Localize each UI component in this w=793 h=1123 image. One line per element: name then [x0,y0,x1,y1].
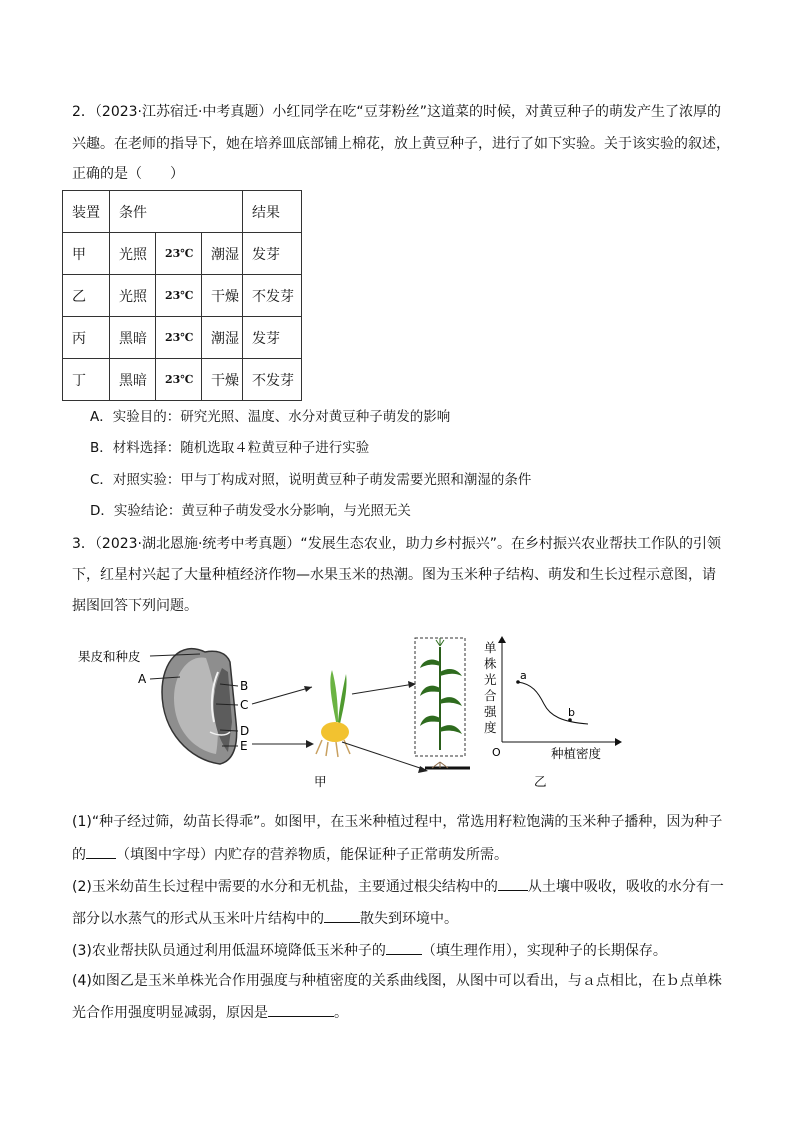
cell-moisture: 潮湿 [202,317,243,359]
cell-device: 乙 [63,275,110,317]
sub-question-4-line1: (4)如图乙是玉米单株光合作用强度与种植密度的关系曲线图，从图中可以看出，与ａ点相比，在ｂ点单株 [72,973,722,989]
cell-device: 丁 [63,359,110,401]
answer-blank-3[interactable] [324,908,360,923]
cell-light: 黑暗 [110,317,156,359]
option-a[interactable]: A．实验目的：研究光照、温度、水分对黄豆种子萌发的影响 [90,409,451,425]
arrow-to-seedling [252,687,312,704]
sub2-text-d: 散失到环境中。 [360,911,458,927]
header-device: 装置 [63,191,110,233]
y-label-char: 强 [484,704,497,719]
sub3-text-b: （填生理作用），实现种子的长期保存。 [421,943,667,959]
q3-stem-line1: 3．（2023·湖北恩施·统考中考真题）“发展生态农业，助力乡村振兴”。在乡村振兴农业帮扶工作队的引领 [72,536,721,552]
caption-yi: 乙 [534,774,547,789]
experiment-table [62,190,302,401]
cell-temp: 23℃ [156,359,202,401]
label-b: B [240,679,249,693]
cell-temp: 23℃ [156,317,202,359]
sub1-text-a: 的 [72,847,86,863]
option-b[interactable]: B．材料选择：随机选取４粒黄豆种子进行实验 [90,440,370,456]
label-d: D [240,724,250,738]
cell-result: 发芽 [243,233,302,275]
sub2-text-b: 从土壤中吸收，吸收的水分有一 [527,879,724,895]
label-e: E [240,739,248,753]
origin-label: O [492,746,501,759]
sub-question-4-line2 [72,1002,348,1023]
answer-blank-5[interactable] [268,1002,334,1017]
cell-result: 不发芽 [243,359,302,401]
table-header-row [63,191,302,233]
header-result: 结果 [243,191,302,233]
cell-moisture: 潮湿 [202,233,243,275]
label-c: C [240,698,249,712]
sub-question-2-line2 [72,908,458,929]
table-row [63,233,302,275]
sub4-text-a: 光合作用强度明显减弱，原因是 [72,1005,268,1021]
cell-light: 光照 [110,233,156,275]
table-row [63,317,302,359]
cell-temp: 23℃ [156,275,202,317]
y-label-char: 单 [484,640,497,655]
y-label-char: 合 [484,688,497,703]
q3-stem-line3: 据图回答下列问题。 [72,598,198,614]
sub1-text-b: （填图中字母）内贮存的营养物质，能保证种子正常萌发所需。 [116,847,508,863]
answer-blank-4[interactable] [386,940,422,955]
caption-jia: 甲 [314,774,327,789]
x-axis-label: 种植密度 [551,746,602,761]
cell-light: 黑暗 [110,359,156,401]
cell-result: 发芽 [243,317,302,359]
sub2-text-a: (2)玉米幼苗生长过程中需要的水分和无机盐，主要通过根尖结构中的 [72,879,498,895]
sub-question-1-line2 [72,844,508,865]
seedling-illustration [316,670,350,757]
label-pericarp: 果皮和种皮 [78,649,141,664]
cell-device: 甲 [63,233,110,275]
y-label-char: 光 [484,672,497,687]
photosynthesis-curve [518,682,588,724]
cell-temp: 23℃ [156,233,202,275]
q2-stem-line2: 兴趣。在老师的指导下，她在培养皿底部铺上棉花，放上黄豆种子，进行了如下实验。关于该实验的叙述， [72,136,730,152]
point-b-label: b [568,706,575,719]
cell-light: 光照 [110,275,156,317]
cell-moisture: 干燥 [202,275,243,317]
answer-blank-1[interactable] [86,844,116,859]
sub-question-2-line1 [72,876,724,897]
point-a-label: a [520,669,527,682]
option-d[interactable]: D．实验结论：黄豆种子萌发受水分影响，与光照无关 [90,503,411,519]
photosynthesis-density-graph [484,636,622,761]
sub3-text-a: (3)农业帮扶队员通过利用低温环境降低玉米种子的 [72,943,386,959]
q2-stem-line3: 正确的是（ ） [72,166,184,182]
table-row [63,359,302,401]
q2-stem-line1: 2．（2023·江苏宿迁·中考真题）小红同学在吃“豆芽粉丝”这道菜的时候，对黄豆种子的萌发产生了浓厚的 [72,104,721,120]
label-a: A [138,672,147,686]
y-label-char: 株 [484,656,497,671]
option-c[interactable]: C．对照实验：甲与丁构成对照，说明黄豆种子萌发需要光照和潮湿的条件 [90,472,532,488]
cell-result: 不发芽 [243,275,302,317]
sub2-text-c: 部分以水蒸气的形式从玉米叶片结构中的 [72,911,324,927]
answer-blank-2[interactable] [498,876,528,891]
sub4-text-b: 。 [334,1005,348,1021]
corn-seed-illustration [162,649,237,764]
q3-stem-line2: 下，红星村兴起了大量种植经济作物—水果玉米的热潮。图为玉米种子结构、萌发和生长过程示意图，请 [72,567,716,583]
corn-plant-illustration [420,638,462,750]
cell-moisture: 干燥 [202,359,243,401]
table-row [63,275,302,317]
sub-question-3 [72,940,667,961]
corn-figure [70,632,640,792]
header-condition: 条件 [110,191,243,233]
y-label-char: 度 [484,720,497,735]
cell-device: 丙 [63,317,110,359]
sub-question-1-line1: (1)“种子经过筛，幼苗长得乖”。如图甲，在玉米种植过程中，常选用籽粒饱满的玉米种子播种，因为种子 [72,814,723,830]
